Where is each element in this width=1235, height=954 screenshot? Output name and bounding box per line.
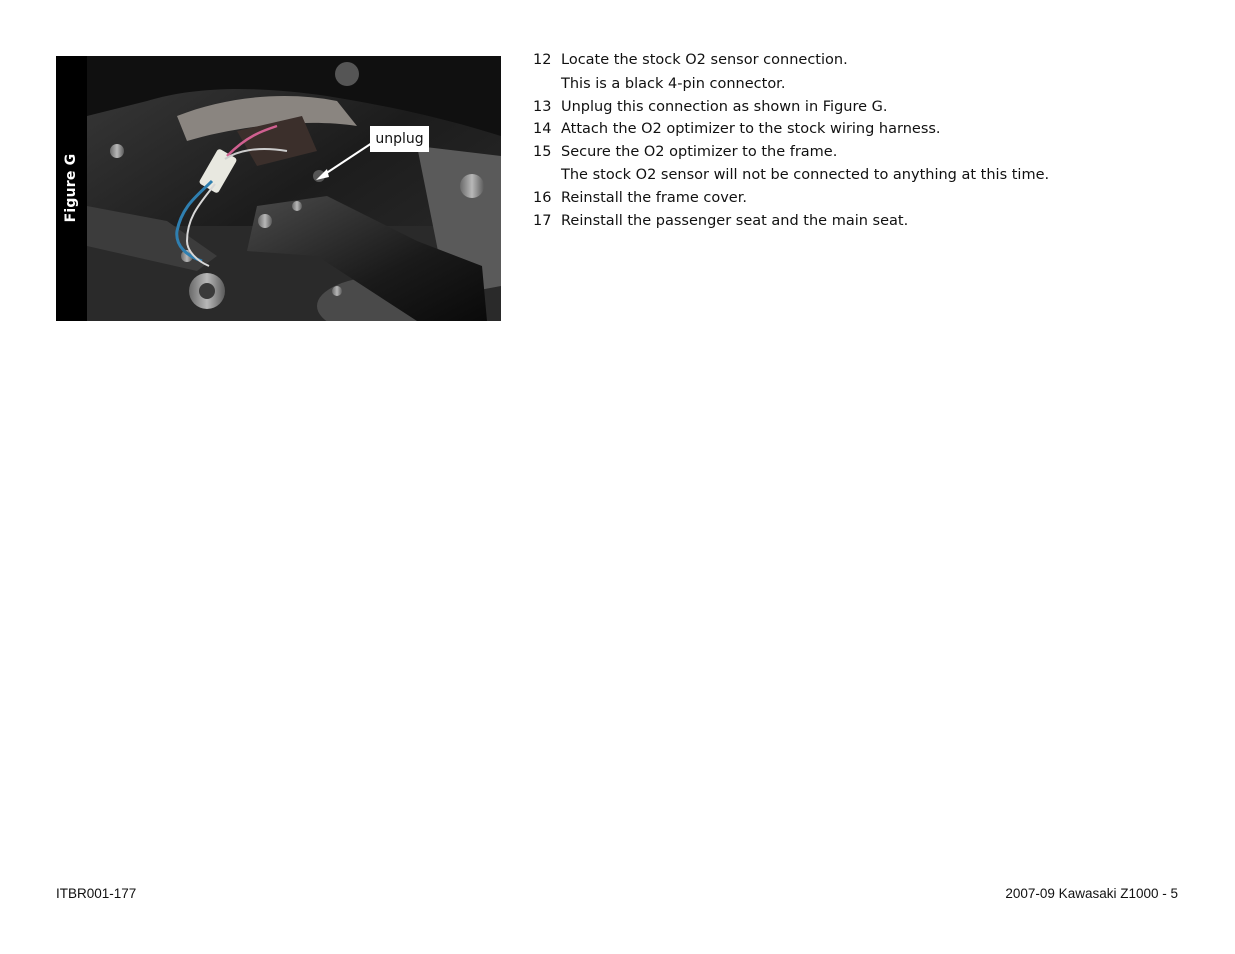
step-12 [533,49,1193,72]
motorcycle-wiring-photo [87,56,501,321]
step-number: 13 [533,98,552,115]
step-12-note [533,72,1193,96]
step-text: Locate the stock O2 sensor connection. [561,52,848,68]
step-number: 12 [533,52,552,68]
motorcycle-photo [87,56,501,321]
step-note-text: The stock O2 sensor will not be connected to anything at this time. [561,167,1050,183]
step-number: 16 [533,190,552,206]
step-note-text: This is a black 4-pin connector. [561,75,786,92]
figure-label-tab [56,56,87,321]
step-14 [533,118,1193,141]
step-text: Unplug this connection as shown in Figure G. [561,98,888,115]
step-number: 14 [533,121,552,137]
figure-g [56,56,501,321]
figure-label: Figure G [63,153,79,223]
step-15-note [533,163,1193,187]
step-text: Reinstall the passenger seat and the main seat. [561,212,909,229]
step-16 [533,187,1193,210]
page-footer-title: 2007-09 Kawasaki Z1000 - 5 [1005,886,1178,901]
step-13 [533,96,1193,119]
unplug-callout: unplug [370,126,429,152]
instruction-steps [533,49,1193,232]
step-text: Secure the O2 optimizer to the frame. [561,143,838,160]
step-number: 15 [533,143,552,160]
step-15 [533,141,1193,164]
document-code: ITBR001-177 [56,886,137,901]
step-text: Attach the O2 optimizer to the stock wiring harness. [561,121,941,137]
step-number: 17 [533,212,552,229]
step-17 [533,210,1193,233]
step-text: Reinstall the frame cover. [561,190,747,206]
